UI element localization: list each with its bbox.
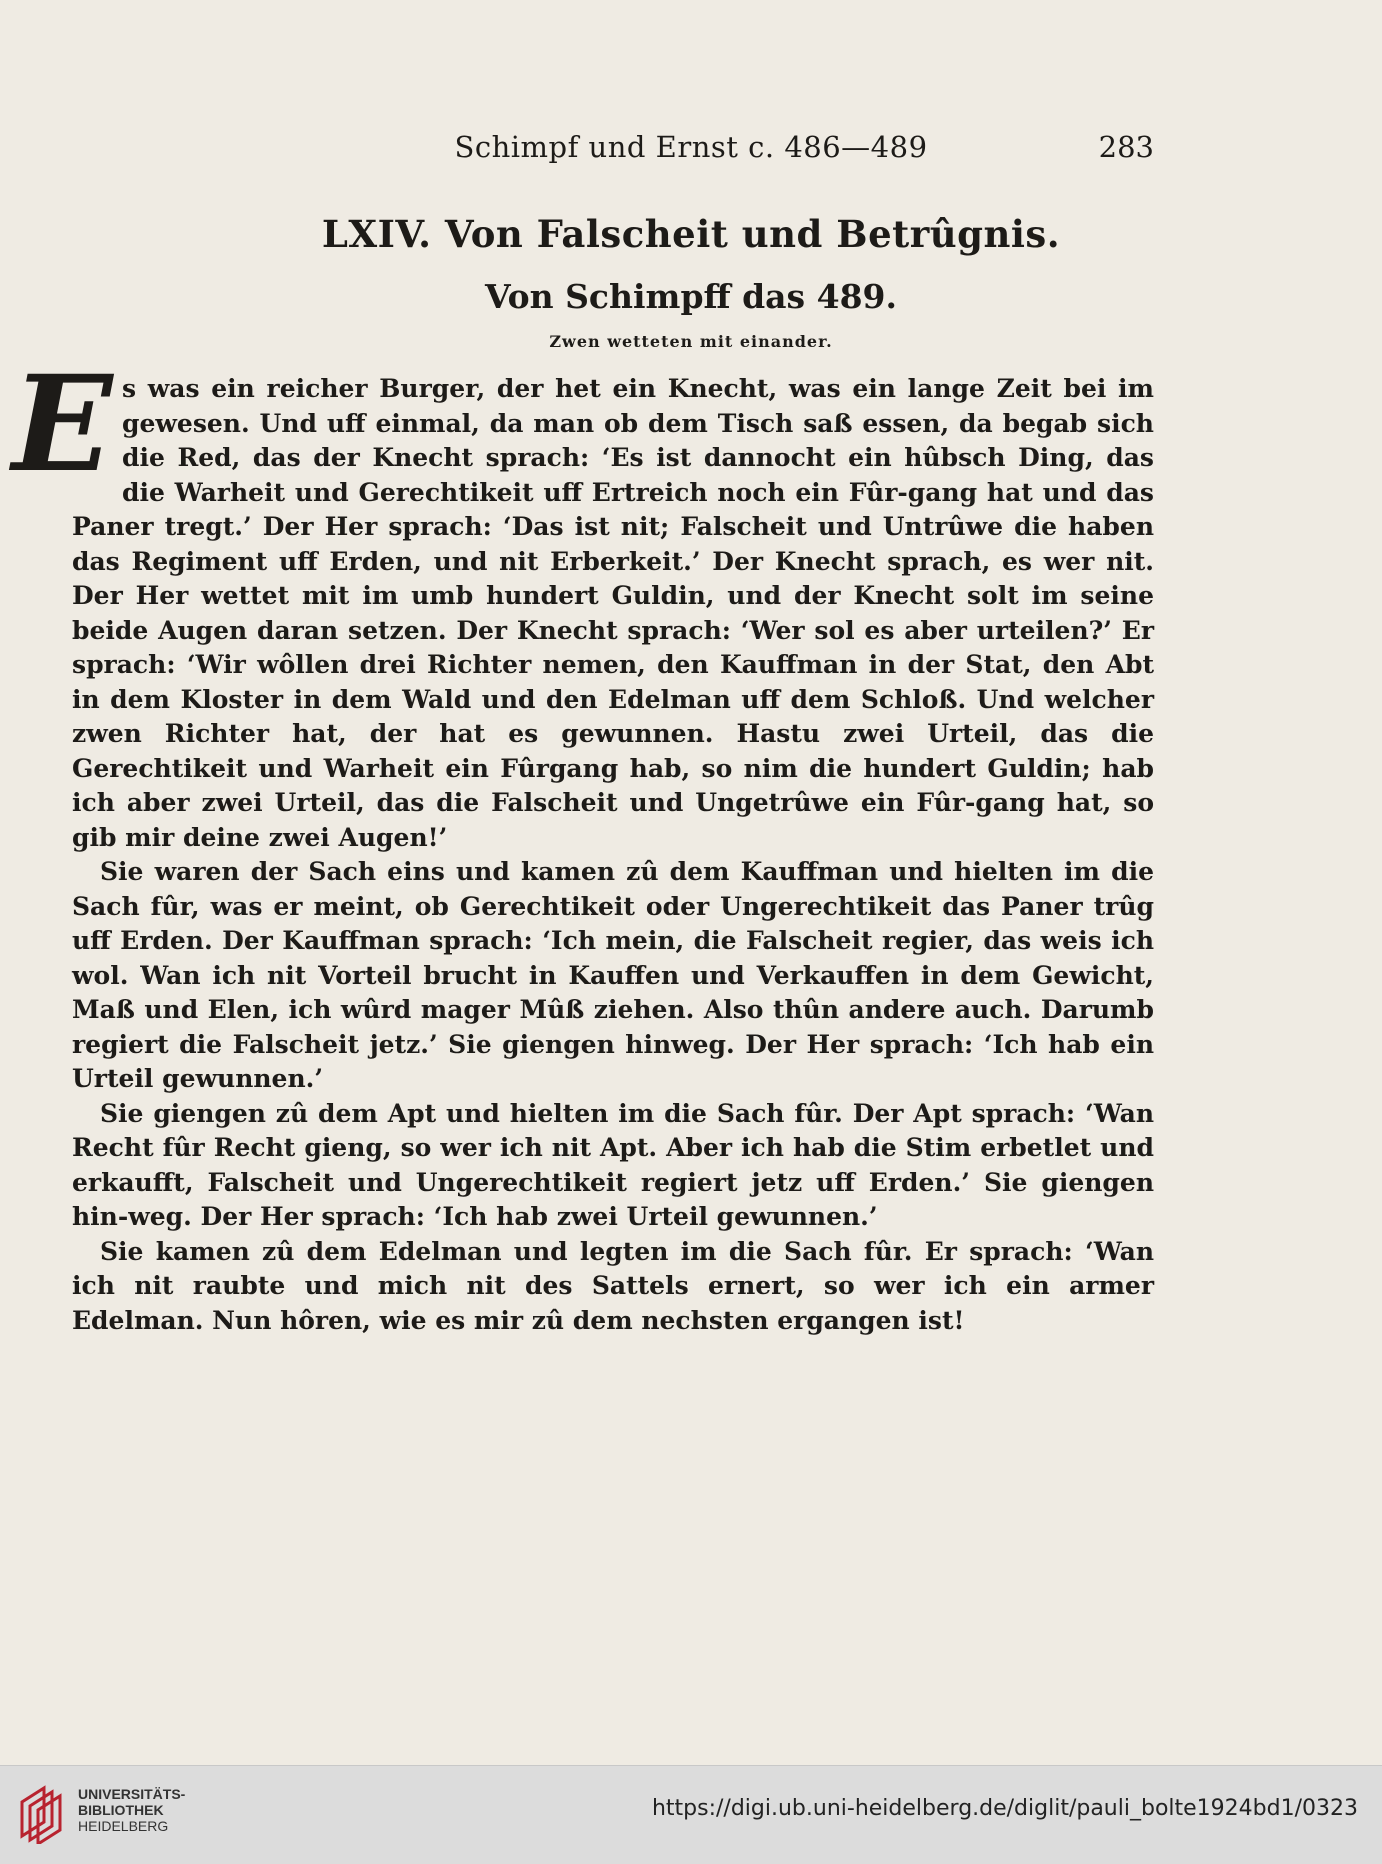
heidelberg-library-logo-icon[interactable] [14,1780,70,1844]
paragraph: Es was ein reicher Burger, der het ein Knecht, was ein lange Zeit bei im gewesen. Und uff einmal, da man ob dem Tisch saß essen, da begab sich die Red, das der Knecht sprach: ‘Es ist dannocht ein hûbsch Ding, das die Warheit und Gerechtikeit uff Ertreich noch ein Fûr‐gang hat und das Paner tregt.’ Der Her sprach: ‘Das ist nit; Falscheit und Untrûwe die haben das Regiment uff Erden, und nit Erberkeit.’ Der Knecht sprach, es wer nit. Der Her wettet mit im umb hundert Guldin, und der Knecht solt im seine beide Augen daran setzen. Der Knecht sprach: ‘Wer sol es aber urteilen?’ Er sprach: ‘Wir wôllen drei Richter nemen, den Kauffman in der Stat, den Abt in dem Kloster in dem Wald und den Edelman uff dem Schloß. Und welcher zwen Richter hat, der hat es gewunnen. Hastu zwei Urteil, das die Gerechtikeit und Warheit ein Fûrgang hab, so nim die hundert Guldin; hab ich aber zwei Urteil, das die Falscheit und Ungetrûwe ein Fûr‐gang hat, so gib mir deine zwei Augen!’ [12,347,1154,852]
library-name[interactable]: UNIVERSITÄTS- BIBLIOTHEK HEIDELBERG [78,1786,186,1834]
running-head [0,130,1382,170]
running-title: Schimpf und Ernst c. 486—489 [454,130,928,164]
paragraph: Sie kamen zû dem Edelman und legten im die Sach fûr. Er sprach: ‘Wan ich nit raubte und mich nit des Sattels ernert, so wer ich ein armer Edelman. Nun hôren, wie es mir zû dem nechsten ergangen ist! [72,1236,1154,1335]
drop-cap: E [12,347,113,502]
source-url[interactable]: https://digi.ub.uni-heidelberg.de/diglit/pauli_bolte1924bd1/0323 [651,1796,1358,1821]
paragraph: Sie giengen zû dem Apt und hielten im die Sach fûr. Der Apt sprach: ‘Wan Recht fûr Recht gieng, so wer ich nit Apt. Aber ich hab die Stim erbetlet und erkaufft, Falscheit und Ungerechtikeit regiert jetz uff Erden.’ Sie giengen hin‐weg. Der Her sprach: ‘Ich hab zwei Urteil gewunnen.’ [72,1098,1154,1231]
paragraph: Sie waren der Sach eins und kamen zû dem Kauffman und hielten im die Sach fûr, was er meint, ob Gerechtikeit oder Ungerechtikeit das Paner trûg uff Erden. Der Kauffman sprach: ‘Ich mein, die Falscheit regier, das weis ich wol. Wan ich nit Vorteil brucht in Kauffen und Verkauffen in dem Gewicht, Maß und Elen, ich wûrd mager Mûß ziehen. Also thûn andere auch. Darumb regiert die Falscheit jetz.’ Sie giengen hinweg. Der Her sprach: ‘Ich hab ein Urteil gewunnen.’ [72,857,1154,1093]
viewer-footer [0,1765,1382,1864]
page-number: 283 [1098,130,1154,164]
body-text [12,347,1154,1338]
story-subheading: Zwen wetteten mit einander. [549,332,833,351]
chapter-heading: LXIV. Von Falscheit und Betrûgnis. [321,212,1061,256]
section-heading: Von Schimpff das 489. [485,277,897,316]
